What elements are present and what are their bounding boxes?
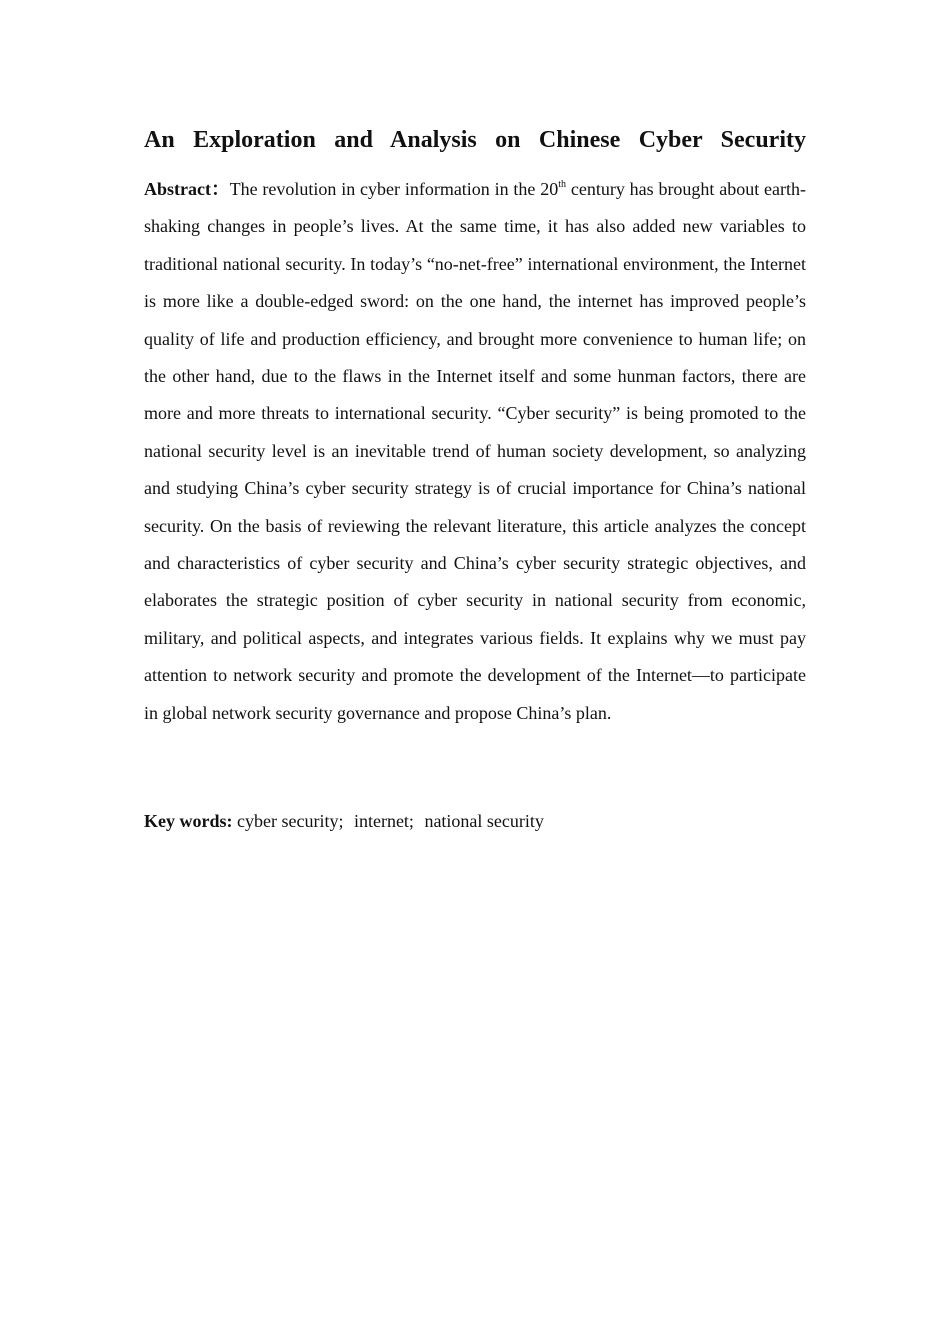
keywords-label: Key words: bbox=[144, 811, 233, 831]
keyword-item: internet; bbox=[353, 811, 414, 831]
abstract-colon: ： bbox=[210, 179, 230, 199]
abstract-label: Abstract bbox=[144, 179, 211, 199]
abstract-text-rest: century has brought about earth-shaking changes in people’s lives. At the same time, it has also added new variables to traditional national security. In today’s “no-net-free” international environment, the Internet is more like a double-edged sword: on the one hand, the internet has improved people’s quality of life and production efficiency, and brought more convenience to human life; on the other hand, due to the flaws in the Internet itself and some hunman factors, there are more and more threats to international security. “Cyber security” is being promoted to the national security level is an inevitable trend of human society development, so analyzing and studying China’s cyber security strategy is of crucial importance for China’s national security. On the basis of reviewing the relevant literature, this article analyzes the concept and characteristics of cyber security and China’s cyber security strategic objectives, and elaborates the strategic position of cyber security in national security from economic, military, and political aspects, and integrates various fields. It explains why we must pay attention to network security and promote the development of the Internet—to participate in global network security governance and propose China’s plan. bbox=[144, 179, 807, 723]
abstract-superscript: th bbox=[558, 179, 567, 190]
keyword-item: cyber security; bbox=[237, 811, 344, 831]
abstract-paragraph bbox=[144, 171, 806, 732]
keyword-item: national security bbox=[424, 811, 544, 831]
keywords-line bbox=[144, 808, 806, 834]
abstract-text-start: The revolution in cyber information in the 20 bbox=[229, 179, 559, 199]
paper-title: An Exploration and Analysis on Chinese Cyber Security bbox=[144, 127, 806, 153]
